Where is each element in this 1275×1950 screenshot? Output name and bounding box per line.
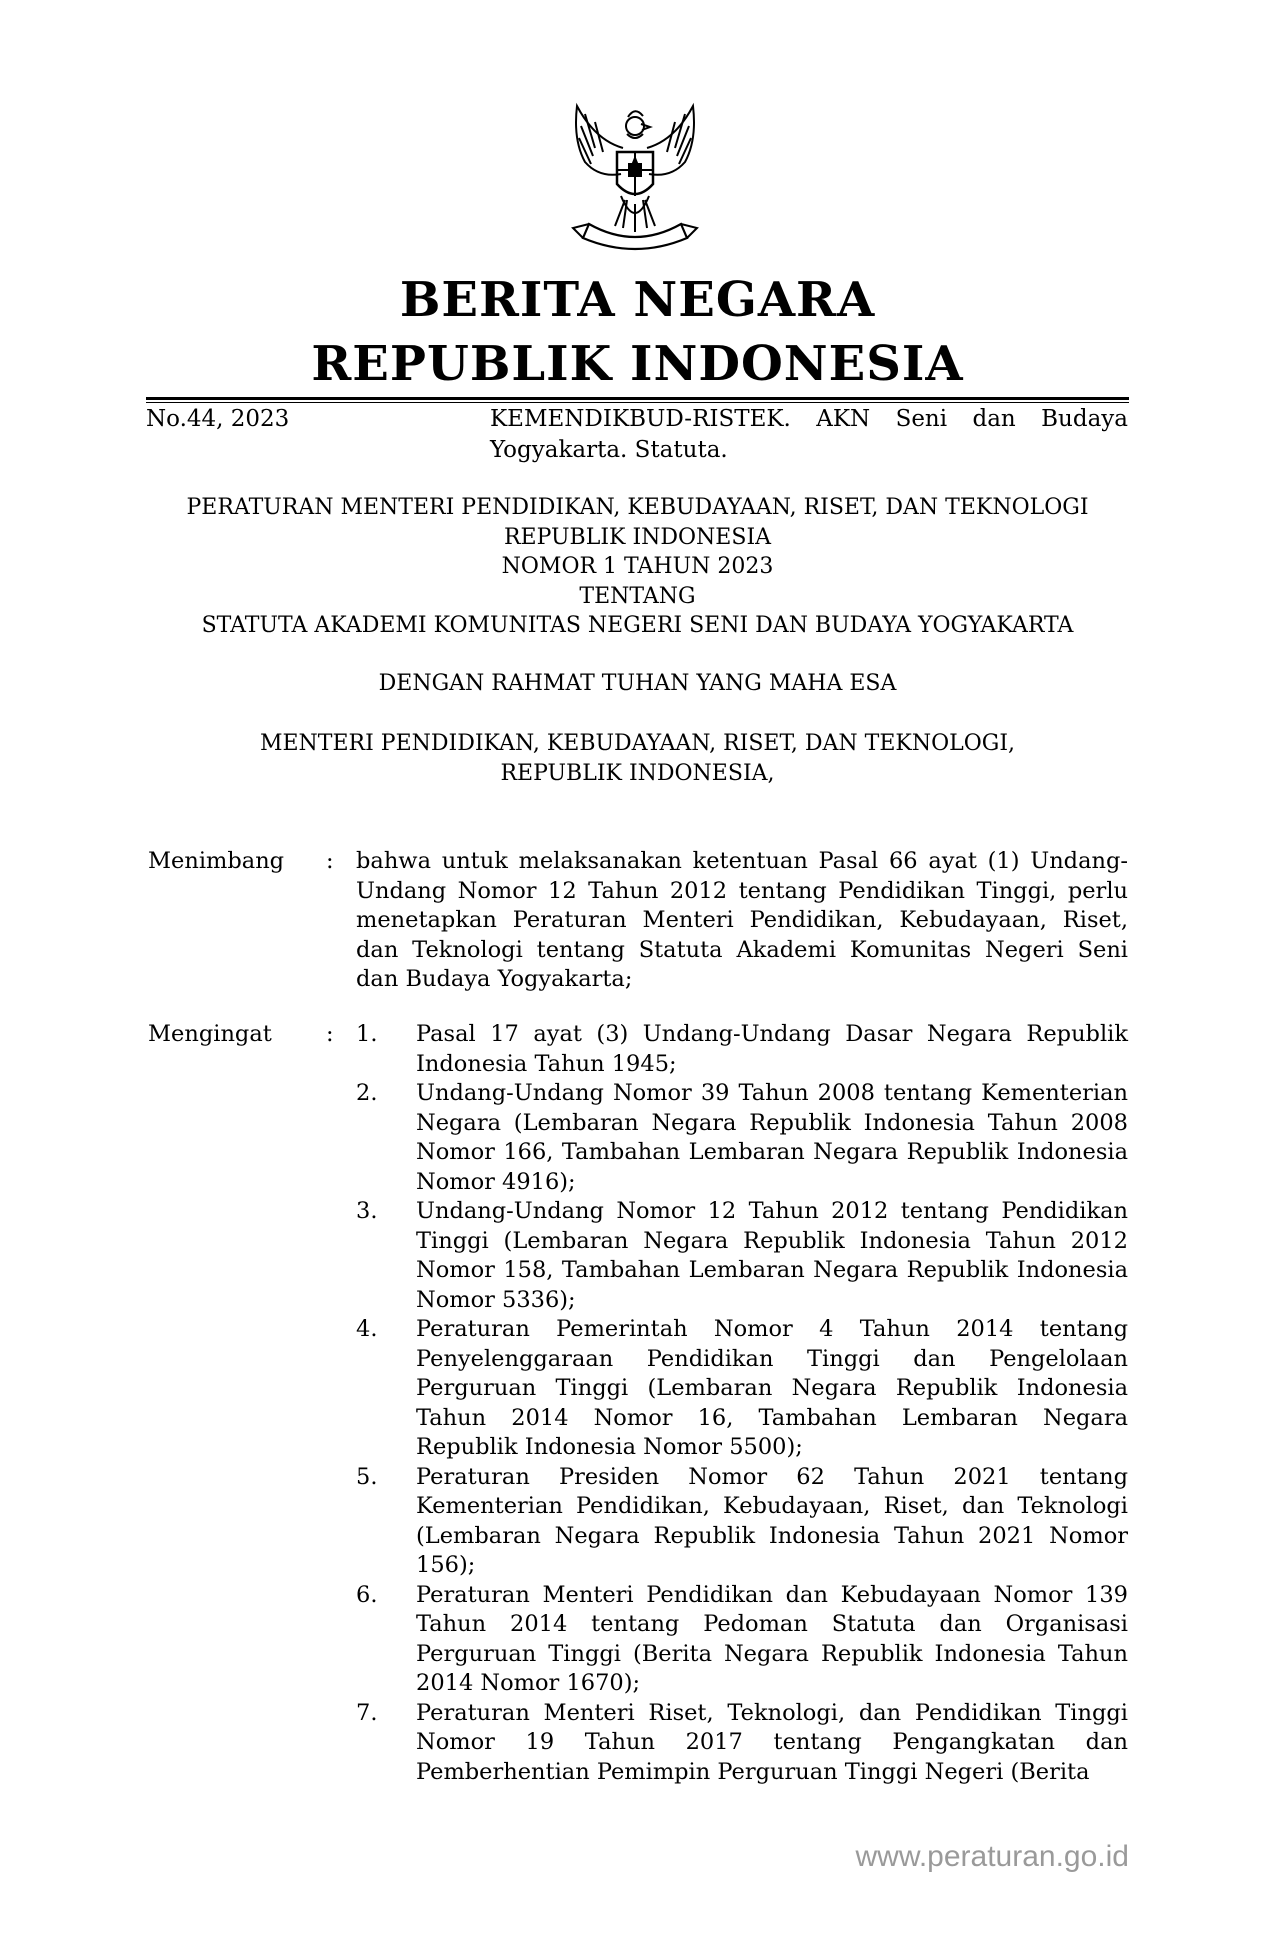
- list-item-text: Undang-Undang Nomor 39 Tahun 2008 tentang Kementerian Negara (Lembaran Negara Republik Indonesia Tahun 2008 Nomor 166, Tambahan Lembaran Negara Republik Indonesia Nomor 4916);: [416, 1080, 1128, 1195]
- regulation-title-line: NOMOR 1 TAHUN 2023: [501, 554, 774, 579]
- footer-website-link[interactable]: www.peraturan.go.id: [855, 1840, 1129, 1873]
- list-item: [356, 1197, 1128, 1315]
- list-item: [356, 1079, 1128, 1197]
- list-item: [356, 1315, 1128, 1463]
- menimbang-colon: :: [326, 848, 334, 874]
- list-item-number: 3.: [356, 1198, 378, 1224]
- list-item-number: 5.: [356, 1463, 378, 1490]
- list-item: [356, 1699, 1128, 1788]
- list-item-number: 6.: [356, 1581, 378, 1608]
- invocation: DENGAN RAHMAT TUHAN YANG MAHA ESA: [378, 671, 897, 696]
- minister-heading-line: REPUBLIK INDONESIA,: [500, 760, 775, 786]
- masthead-divider: [146, 397, 1129, 400]
- regulation-title: [0, 493, 1275, 641]
- publication-number: No.44, 2023: [146, 406, 290, 432]
- menimbang-text: bahwa untuk melaksanakan ketentuan Pasal 66 ayat (1) Undang-Undang Nomor 12 Tahun 2012 tentang Pendidikan Tinggi, perlu menetapkan Peraturan Menteri Pendidikan, Kebudayaan, Riset, dan Teknologi tentang Statuta Akademi Komunitas Negeri Seni dan Budaya Yogyakarta;: [356, 848, 1128, 992]
- list-item: [356, 1581, 1128, 1699]
- mengingat-colon: :: [326, 1021, 334, 1047]
- list-item: [356, 1463, 1128, 1581]
- regulation-title-line: STATUTA AKADEMI KOMUNITAS NEGERI SENI DAN BUDAYA YOGYAKARTA: [201, 613, 1074, 638]
- mengingat-label: Mengingat: [148, 1021, 272, 1047]
- publication-category: KEMENDIKBUD-RISTEK. AKN Seni dan Budaya Yogyakarta. Statuta.: [490, 406, 1128, 463]
- list-item-text: Peraturan Menteri Pendidikan dan Kebudayaan Nomor 139 Tahun 2014 tentang Pedoman Statuta dan Organisasi Perguruan Tinggi (Berita Negara Republik Indonesia Tahun 2014 Nomor 1670);: [416, 1581, 1128, 1696]
- list-item-number: 1.: [356, 1021, 378, 1047]
- regulation-title-line: REPUBLIK INDONESIA: [503, 524, 772, 550]
- list-item: [356, 1020, 1128, 1079]
- mengingat-list: [356, 1020, 1128, 1787]
- list-item-text: Undang-Undang Nomor 12 Tahun 2012 tentang Pendidikan Tinggi (Lembaran Negara Republik Indonesia Tahun 2012 Nomor 158, Tambahan Lembaran Negara Republik Indonesia Nomor 5336);: [416, 1198, 1128, 1313]
- regulation-title-line: PERATURAN MENTERI PENDIDIKAN, KEBUDAYAAN, RISET, DAN TEKNOLOGI: [186, 495, 1089, 520]
- masthead-title-line2: REPUBLIK INDONESIA: [311, 336, 964, 392]
- list-item-number: 4.: [356, 1316, 378, 1342]
- menimbang-label: Menimbang: [148, 848, 285, 874]
- list-item-text: Peraturan Presiden Nomor 62 Tahun 2021 tentang Kementerian Pendidikan, Kebudayaan, Riset, dan Teknologi (Lembaran Negara Republik Indonesia Tahun 2021 Nomor 156);: [416, 1463, 1128, 1578]
- list-item-text: Peraturan Pemerintah Nomor 4 Tahun 2014 tentang Penyelenggaraan Pendidikan Tinggi dan Pengelolaan Perguruan Tinggi (Lembaran Negara Republik Indonesia Tahun 2014 Nomor 16, Tambahan Lembaran Negara Republik Indonesia Nomor 5500);: [416, 1316, 1128, 1460]
- masthead-divider-thin: [146, 402, 1129, 403]
- list-item-text: Pasal 17 ayat (3) Undang-Undang Dasar Negara Republik Indonesia Tahun 1945;: [416, 1021, 1128, 1077]
- garuda-emblem-icon: [555, 100, 715, 260]
- list-item-number: 7.: [356, 1699, 378, 1726]
- minister-heading: [0, 729, 1275, 788]
- minister-heading-line: MENTERI PENDIDIKAN, KEBUDAYAAN, RISET, DAN TEKNOLOGI,: [259, 731, 1016, 756]
- masthead-title-line1: BERITA NEGARA: [399, 272, 876, 328]
- list-item-text: Peraturan Menteri Riset, Teknologi, dan Pendidikan Tinggi Nomor 19 Tahun 2017 tentang Pengangkatan dan Pemberhentian Pemimpin Perguruan Tinggi Negeri (Berita: [416, 1699, 1128, 1785]
- regulation-title-line: TENTANG: [579, 583, 696, 609]
- list-item-number: 2.: [356, 1080, 378, 1106]
